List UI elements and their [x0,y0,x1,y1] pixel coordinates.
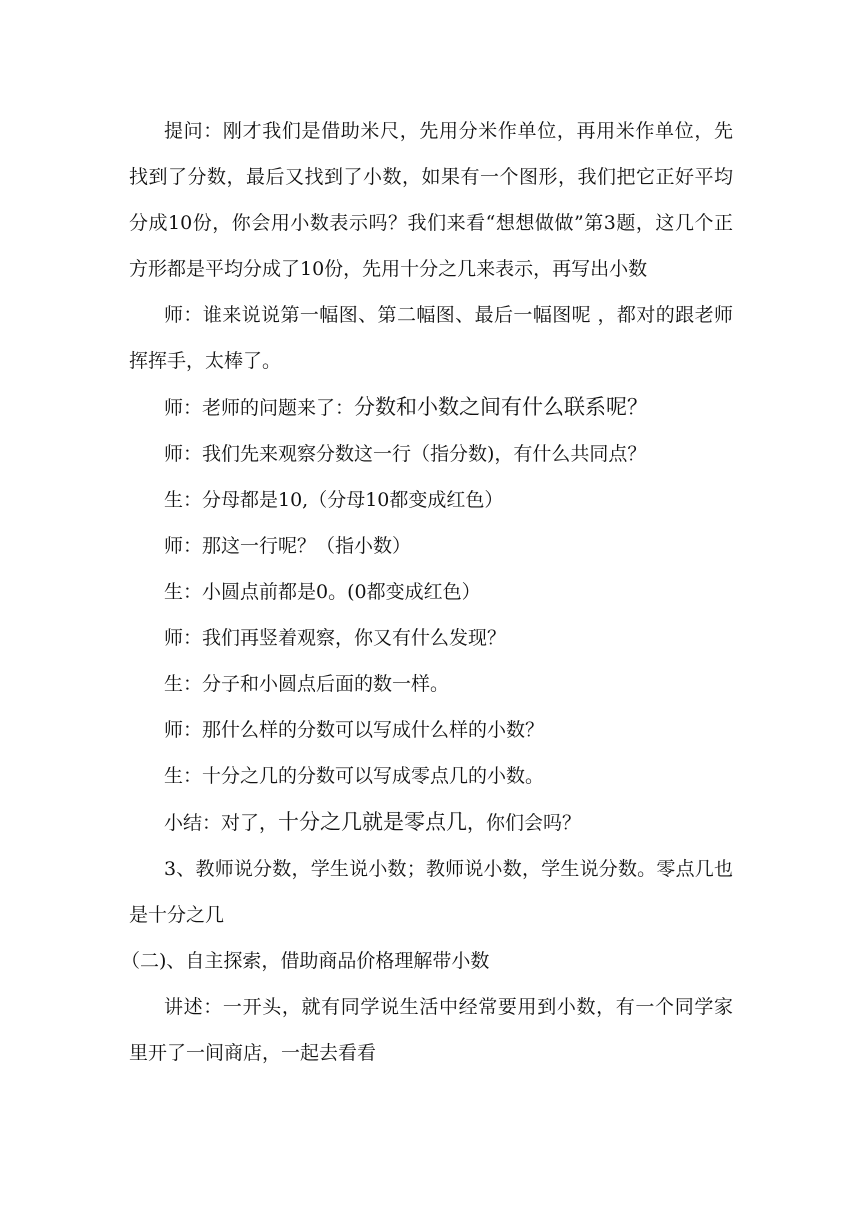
paragraph-teacher-row: 师：那这一行呢？（指小数） [164,535,412,557]
paragraph-student-numerator: 生：分子和小圆点后面的数一样。 [164,673,450,695]
paragraph-exercise-3: 3、教师说分数，学生说小数；教师说小数，学生说分数。零点几也是十分之几 [129,858,733,926]
paragraph-prefix: 师：老师的问题来了： [164,397,355,419]
paragraph-teacher-vertical: 师：我们再竖着观察，你又有什么发现？ [164,627,507,649]
paragraph-teacher-which: 师：那什么样的分数可以写成什么样的小数？ [164,719,545,741]
paragraph-student-zero: 生：小圆点前都是0。(0都变成红色） [164,581,481,603]
paragraph-observe-fractions: 师：我们先来观察分数这一行（指分数)，有什么共同点？ [164,443,647,465]
summary-prefix: 小结：对了， [164,812,279,834]
summary-suffix: ，你们会吗？ [467,812,582,834]
paragraph-student-denominator: 生：分母都是10,（分母10都变成红色） [164,489,504,511]
paragraph-narration: 讲述：一开头，就有同学说生活中经常要用到小数，有一个同学家里开了一间商店，一起去看看 [129,996,733,1064]
summary-emphasis: 十分之几就是零点几 [278,810,468,834]
paragraph-question-intro: 提问：刚才我们是借助米尺，先用分米作单位，再用米作单位，先找到了分数，最后又找到了小数，如果有一个图形，我们把它正好平均分成10份，你会用小数表示吗？我们来看“想想做做”第3题，这几个正方形都是平均分成了10份，先用十分之几来表示，再写出小数 [129,120,733,280]
document-body [121,108,733,1076]
paragraph-student-tenths: 生：十分之几的分数可以写成零点几的小数。 [164,765,545,787]
paragraph-teacher-figures: 师：谁来说说第一幅图、第二幅图、最后一幅图呢 ，都对的跟老师挥挥手，太棒了。 [129,304,733,372]
emphasized-question: 分数和小数之间有什么联系呢？ [354,395,649,419]
paragraph-summary [129,799,733,846]
section-heading: （二)、自主探索，借助商品价格理解带小数 [121,950,490,972]
paragraph-teacher-question [129,384,733,431]
